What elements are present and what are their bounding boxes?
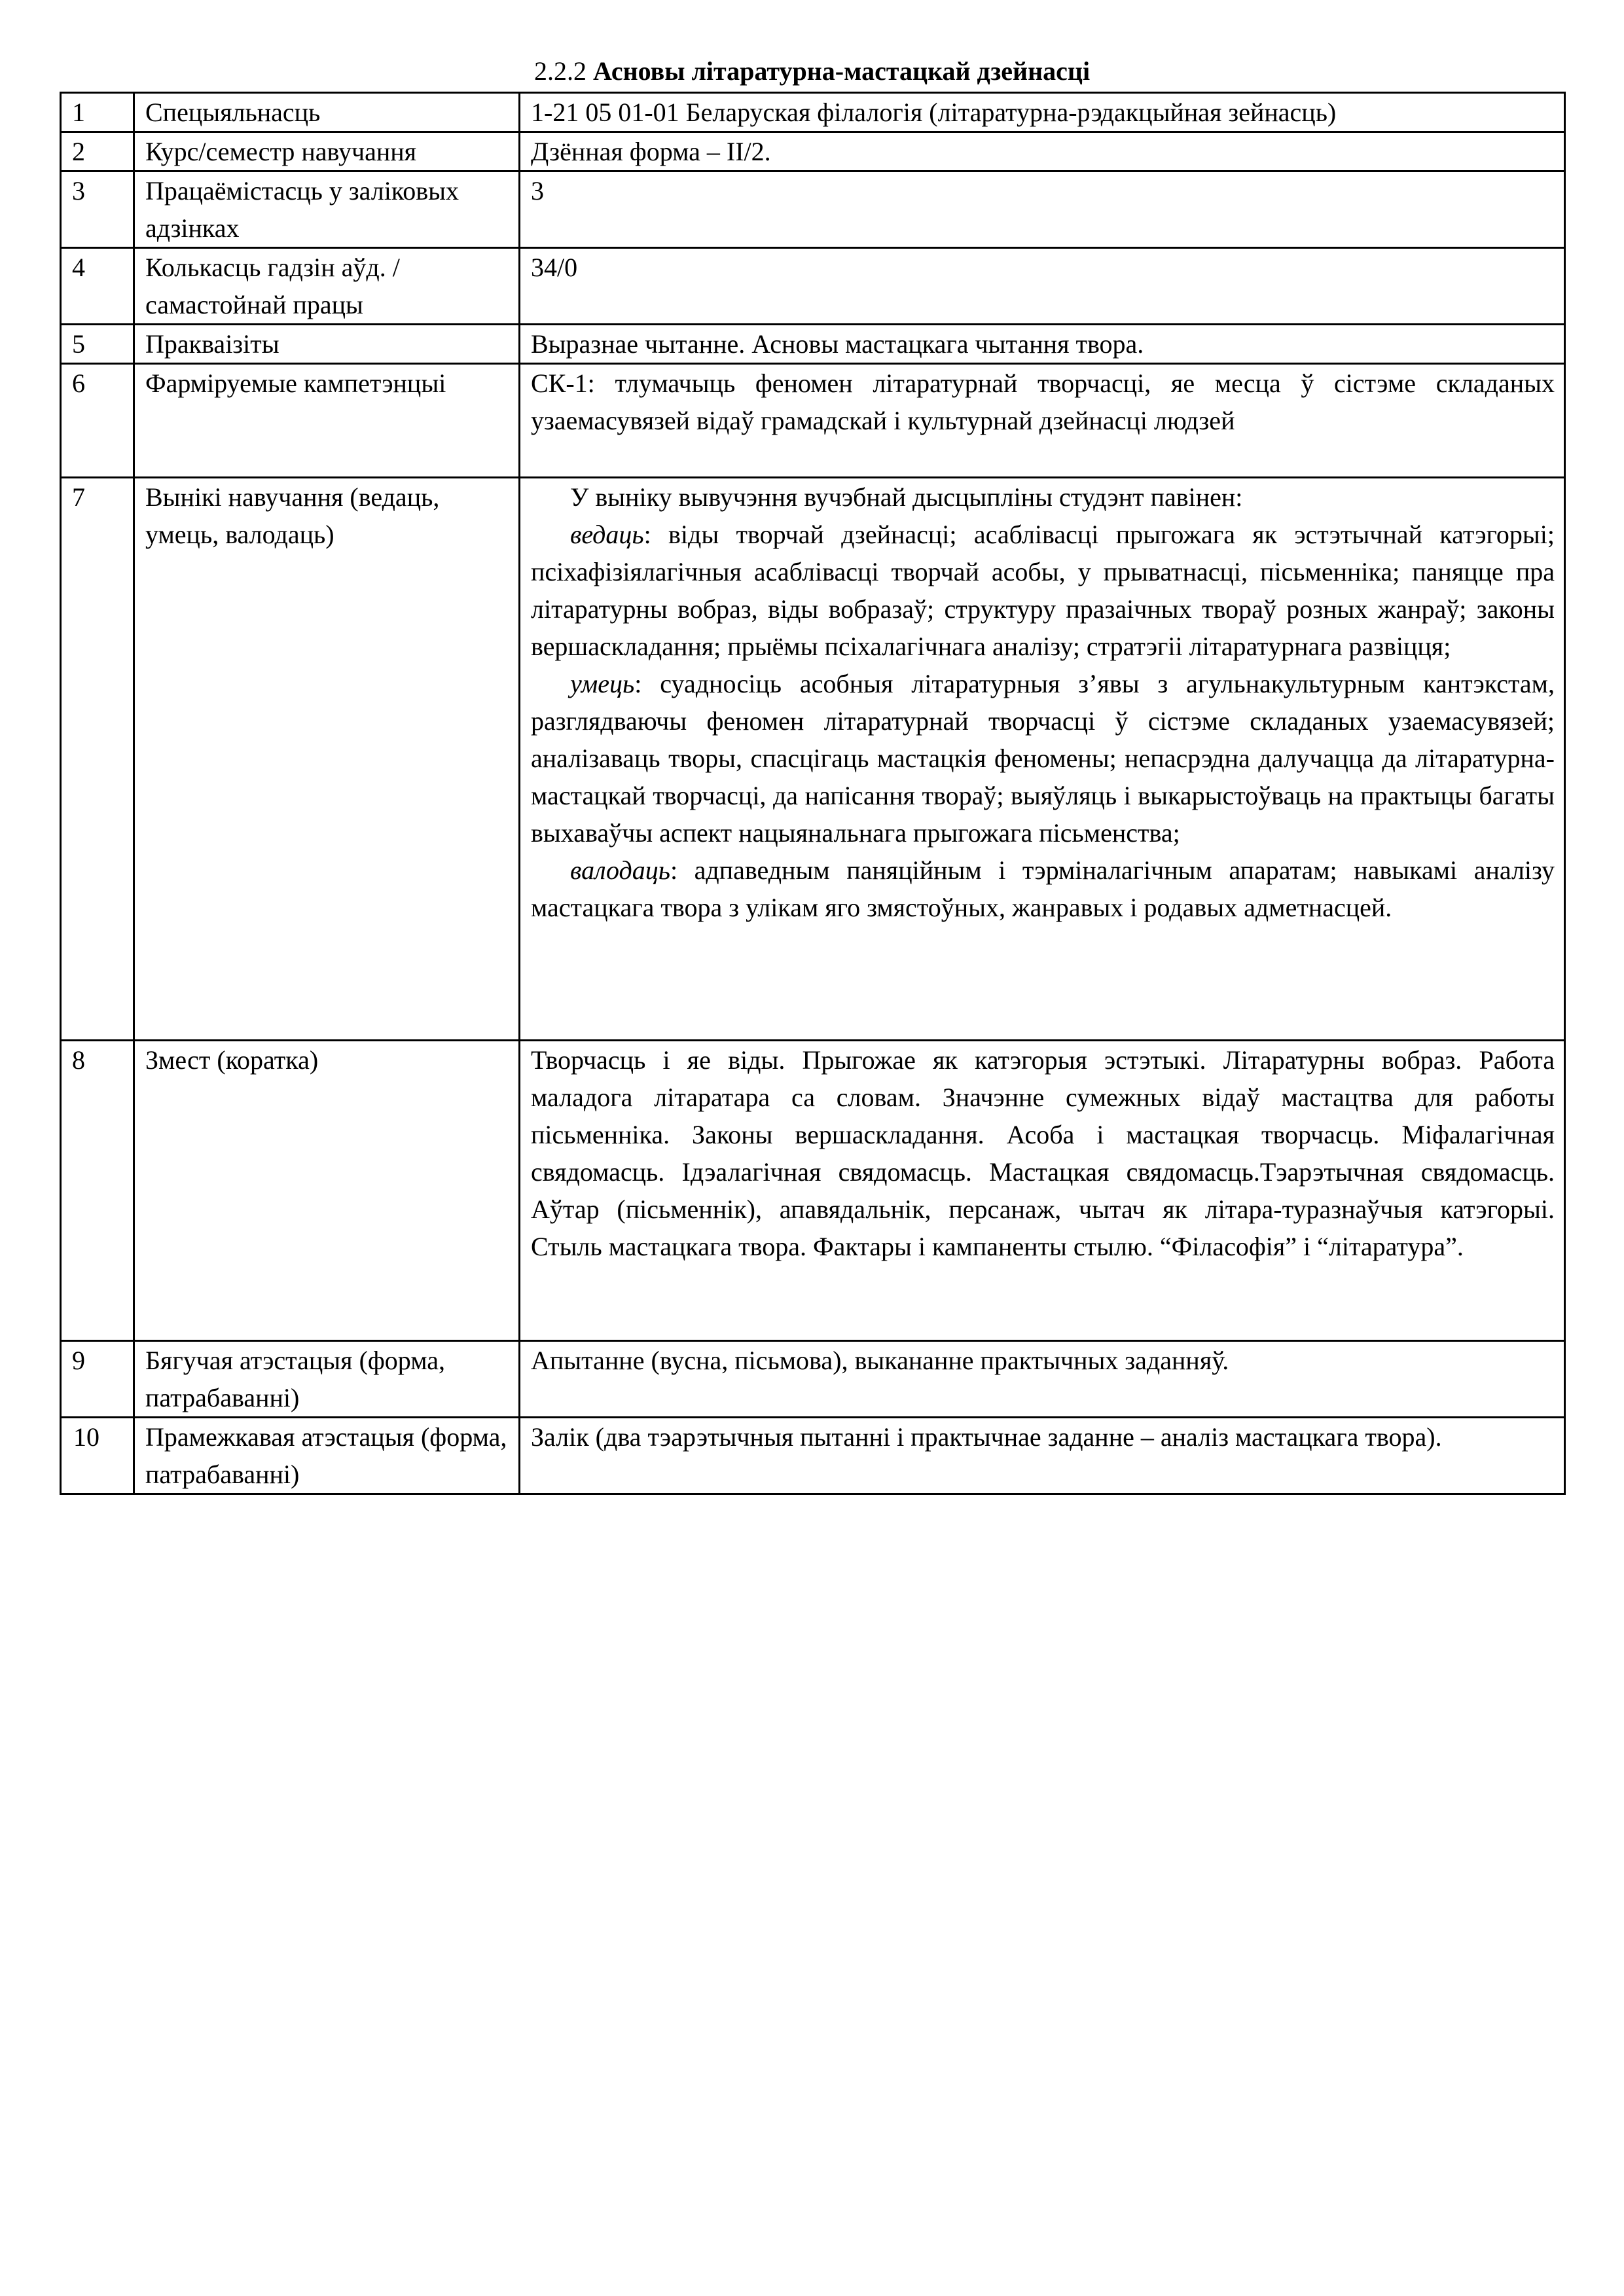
row-label: Курс/семестр навучання [134,132,520,171]
row-value: 3 [520,171,1565,248]
table-row [61,132,1565,171]
outcome-text: : суадносіць асобныя літаратурныя з’явы з агульнакультурным кантэкстам, разглядваючы феномен літаратурнай творчасці ў сістэме складаных узаемасувязей; аналізаваць творы, спасцігаць мастацкія феномены; непасрэдна далучацца да літаратурна-мастацкай творчасці, да напісання твораў; выяўляць і выкарыстоўваць на практыцы багаты выхаваўчы аспект нацыянальнага прыгожага пісьменства; [531,669,1555,848]
section-title [0,55,1624,88]
row-number: 7 [61,478,134,1041]
row-number: 5 [61,325,134,364]
row-value: 1-21 05 01-01 Беларуская філалогія (літаратурна-рэдакцыйная зейнасць) [520,93,1565,132]
row-label: Працаёмістасць у заліковых адзінках [134,171,520,248]
section-number: 2.2.2 [533,56,586,86]
table-row [61,248,1565,325]
table-row [61,478,1565,1041]
row-number: 4 [61,248,134,325]
row-value: Залік (два тэарэтычныя пытанні і практычнае заданне – аналіз мастацкага твора). [520,1418,1565,1494]
row-value: СК-1: тлумачыць феномен літаратурнай творчасці, яе месца ў сістэме складаных узаемасувязей відаў грамадскай і культурнай дзейнасці людзей [520,364,1565,478]
row-label: Змест (коратка) [134,1041,520,1341]
outcome-term: ведаць [570,520,644,549]
row-number: 2 [61,132,134,171]
outcomes-intro: У выніку вывучэння вучэбнай дысцыпліны студэнт павінен: [570,482,1243,512]
outcome-text: : адпаведным паняційным і тэрміналагічным апаратам; навыкамі аналізу мастацкага твора з улікам яго змястоўных, жанравых і родавых адметнасцей. [531,855,1555,922]
row-number: 9 [61,1341,134,1418]
row-label: Фарміруемые кампетэнцыі [134,364,520,478]
table-row [61,93,1565,132]
row-number: 1 [61,93,134,132]
row-label: Колькасць гадзін аўд. / самастойнай працы [134,248,520,325]
row-value: Выразнае чытанне. Асновы мастацкага чытання твора. [520,325,1565,364]
table-row [61,1418,1565,1494]
row-label: Пракваізіты [134,325,520,364]
row-number: 10 [61,1418,134,1494]
row-number: 8 [61,1041,134,1341]
table-row [61,171,1565,248]
row-number: 3 [61,171,134,248]
row-value: Дзённая форма – ІІ/2. [520,132,1565,171]
outcome-term: валодаць [570,855,670,885]
outcome-text: : віды творчай дзейнасці; асаблівасці прыгожага як эстэтычнай катэгорыі; псіхафізіялагічныя асаблівасці творчай асобы, у прыватнасці, пісьменніка; паняцце пра літаратурны вобраз, віды вобразаў; структуру празаічных твораў розных жанраў; законы вершаскладання; прыёмы псіхалагічнага аналізу; стратэгіі літаратурнага развіцця; [531,520,1555,661]
section-name: Асновы літаратурна-мастацкай дзейнасці [592,56,1091,86]
row-label: Прамежкавая атэстацыя (форма, патрабаванні) [134,1418,520,1494]
table-row [61,1341,1565,1418]
row-value: 34/0 [520,248,1565,325]
outcome-know [531,516,1555,665]
outcome-term: умець [570,669,635,698]
table-row [61,325,1565,364]
row-value: Творчасць і яе віды. Прыгожае як катэгорыя эстэтыкі. Літаратурны вобраз. Работа маладога літаратара са словам. Значэнне сумежных відаў мастацтва для работы пісьменніка. Законы вершаскладання. Асоба і мастацкая творчасць. Міфалагічная свядомасць. Ідэалагічная свядомасць. Мастацкая свядомасць.Тэарэтычная свядомасць. Аўтар (пісьменнік), апавядальнік, персанаж, чытач як літара-туразнаўчыя катэгорыі. Стыль мастацкага твора. Фактары і кампаненты стылю. “Філасофія” і “літаратура”. [520,1041,1565,1341]
course-info-table [60,92,1566,1495]
learning-outcomes [520,478,1565,1041]
row-value: Апытанне (вусна, пісьмова), выкананне практычных заданняў. [520,1341,1565,1418]
row-label: Бягучая атэстацыя (форма, патрабаванні) [134,1341,520,1418]
row-label: Вынікі навучання (ведаць, умець, валодаць) [134,478,520,1041]
outcome-own [531,852,1555,926]
table-row [61,364,1565,478]
row-number: 6 [61,364,134,478]
row-label: Спецыяльнасць [134,93,520,132]
outcome-can [531,665,1555,852]
table-row [61,1041,1565,1341]
